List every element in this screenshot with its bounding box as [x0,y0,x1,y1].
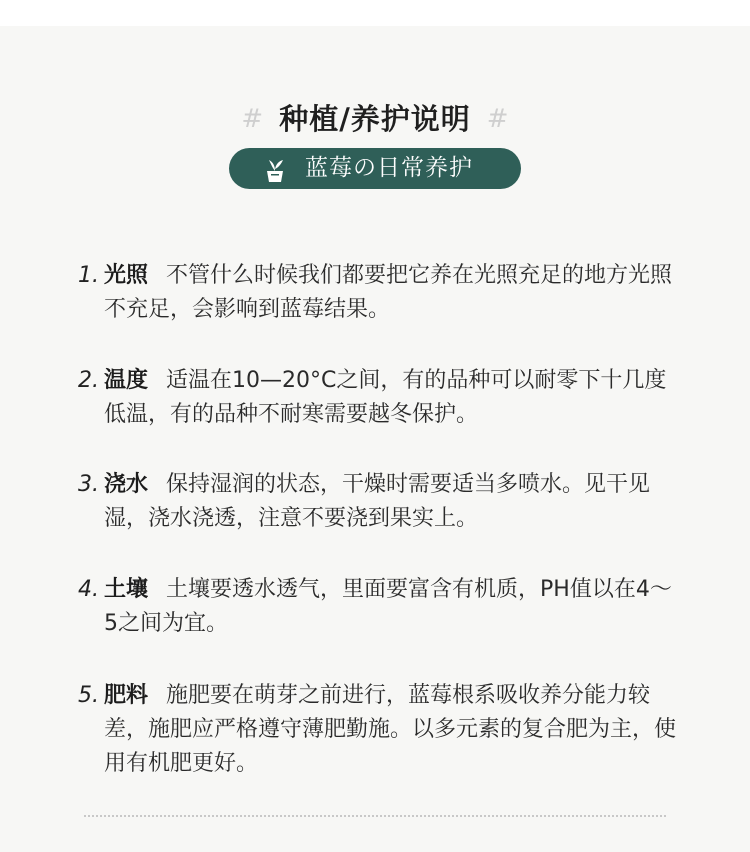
tip-heading: 肥料 [104,683,149,708]
dotted-divider [84,815,666,817]
potted-plant-icon [261,154,289,184]
tip-fertilizer [78,679,678,781]
tip-text: 施肥要在萌芽之前进行，蓝莓根系吸收养分能力较差，施肥应严格遵守薄肥勤施。以多元素的复合肥为主，使用有机肥更好。 [104,683,677,776]
tip-heading: 浇水 [104,472,149,497]
tip-number: 3. [78,472,99,497]
page-title: 种植/养护说明 [279,102,471,136]
hash-right: # [486,104,509,134]
tip-soil [78,573,678,641]
tip-heading: 光照 [104,263,149,288]
top-strip [0,0,750,26]
tip-temperature [78,364,678,432]
subtitle-pill [229,148,521,189]
tip-text: 土壤要透水透气，里面要富含有机质，PH值以在4～5之间为宜。 [104,577,672,636]
tip-heading: 土壤 [104,577,149,602]
tip-text: 保持湿润的状态，干燥时需要适当多喷水。见干见湿，浇水浇透，注意不要浇到果实上。 [104,472,651,531]
section-title [0,98,750,140]
subtitle-pill-label: 蓝莓の日常养护 [305,155,473,181]
tip-number: 4. [78,577,99,602]
tip-number: 1. [78,263,99,288]
tip-number: 5. [78,683,99,708]
tip-light [78,259,678,327]
tip-watering [78,468,678,536]
tip-text: 适温在10—20°C之间，有的品种可以耐零下十几度低温，有的品种不耐寒需要越冬保护。 [104,368,667,427]
hash-left: # [241,104,264,134]
tip-heading: 温度 [104,368,149,393]
tip-number: 2. [78,368,99,393]
tip-text: 不管什么时候我们都要把它养在光照充足的地方光照不充足，会影响到蓝莓结果。 [104,263,673,322]
